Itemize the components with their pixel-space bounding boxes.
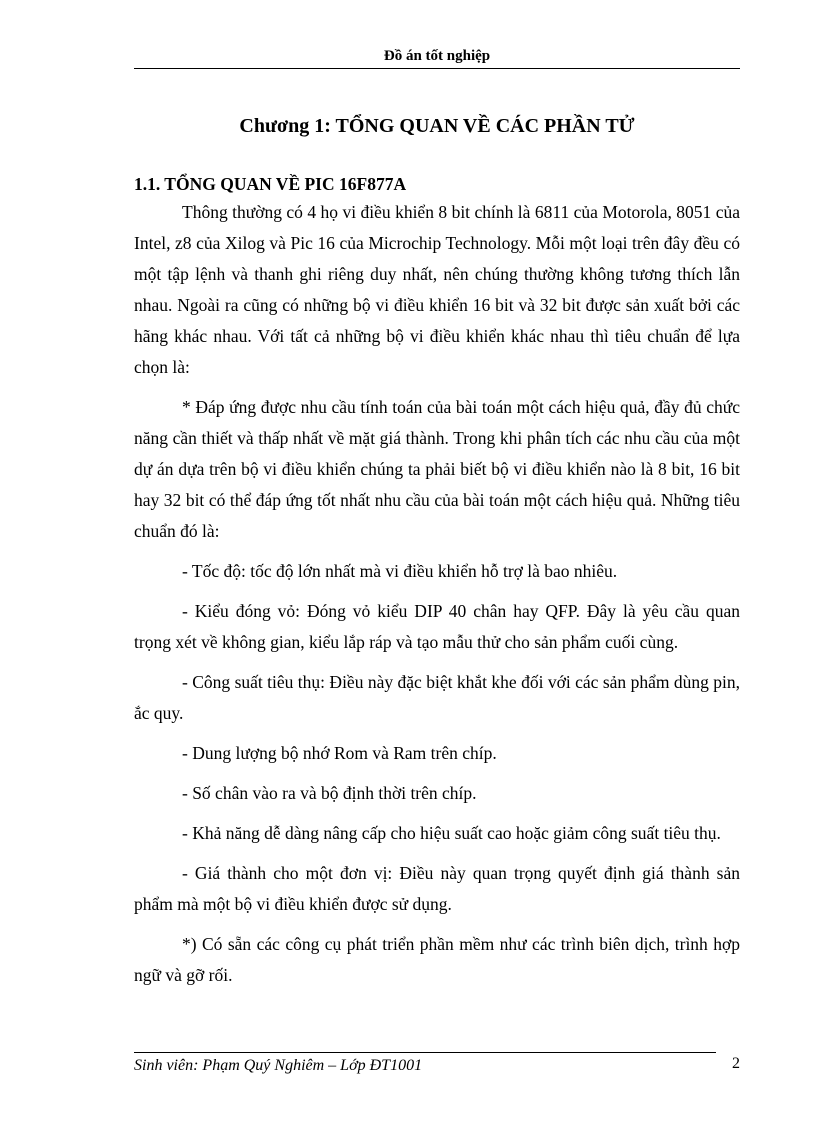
paragraph-intro: Thông thường có 4 họ vi điều khiển 8 bit chính là 6811 của Motorola, 8051 của Intel, z8 của Xilog và Pic 16 của Microchip Technology. Mỗi một loại trên đây đều có một tập lệnh và thanh ghi riêng duy nhất, nên chúng thường không tương thích lẫn nhau. Ngoài ra cũng có những bộ vi điều khiển 16 bit và 32 bit được sản xuất bởi các hãng khác nhau. Với tất cả những bộ vi điều khiển khác nhau thì tiêu chuẩn để lựa chọn là: xyxy=(134,202,740,377)
running-header: Đồ án tốt nghiệp xyxy=(383,48,491,64)
list-item-power: - Công suất tiêu thụ: Điều này đặc biệt khắt khe đối với các sản phẩm dùng pin, ắc quy. xyxy=(134,672,740,723)
section-heading: 1.1. TỔNG QUAN VỀ PIC 16F877A xyxy=(134,174,407,194)
list-item-unit-price: - Giá thành cho một đơn vị: Điều này quan trọng quyết định giá thành sản phẩm mà một bộ vi điều khiển được sử dụng. xyxy=(134,863,740,914)
body-text xyxy=(134,197,740,991)
list-item-io-timers: - Số chân vào ra và bộ định thời trên chíp. xyxy=(182,783,477,803)
footer-author: Sinh viên: Phạm Quý Nghiêm – Lớp ĐT1001 xyxy=(134,1057,423,1074)
page-number: 2 xyxy=(732,1055,740,1072)
chapter-title: Chương 1: TỔNG QUAN VỀ CÁC PHẦN TỬ xyxy=(239,115,635,137)
paragraph-criteria: * Đáp ứng được nhu cầu tính toán của bài toán một cách hiệu quả, đầy đủ chức năng cần thiết và thấp nhất về mặt giá thành. Trong khi phân tích các nhu cầu của một dự án dựa trên bộ vi điều khiển chúng ta phải biết bộ vi điều khiển nào là 8 bit, 16 bit hay 32 bit có thể đáp ứng tốt nhất nhu cầu của bài toán một cách hiệu quả. Những tiêu chuẩn đó là: xyxy=(134,397,740,541)
list-item-dev-tools: *) Có sẵn các công cụ phát triển phần mềm như các trình biên dịch, trình hợp ngữ và gỡ rối. xyxy=(134,934,740,985)
footer-rule xyxy=(134,1052,716,1053)
list-item-speed: - Tốc độ: tốc độ lớn nhất mà vi điều khiển hỗ trợ là bao nhiêu. xyxy=(182,561,618,581)
list-item-upgrade: - Khả năng dễ dàng nâng cấp cho hiệu suất cao hoặc giảm công suất tiêu thụ. xyxy=(182,823,721,843)
list-item-memory: - Dung lượng bộ nhớ Rom và Ram trên chíp. xyxy=(182,743,497,763)
header-rule xyxy=(134,68,740,69)
list-item-package: - Kiểu đóng vỏ: Đóng vỏ kiểu DIP 40 chân hay QFP. Đây là yêu cầu quan trọng xét về không gian, kiểu lắp ráp và tạo mẫu thử cho sản phẩm cuối cùng. xyxy=(134,601,740,652)
